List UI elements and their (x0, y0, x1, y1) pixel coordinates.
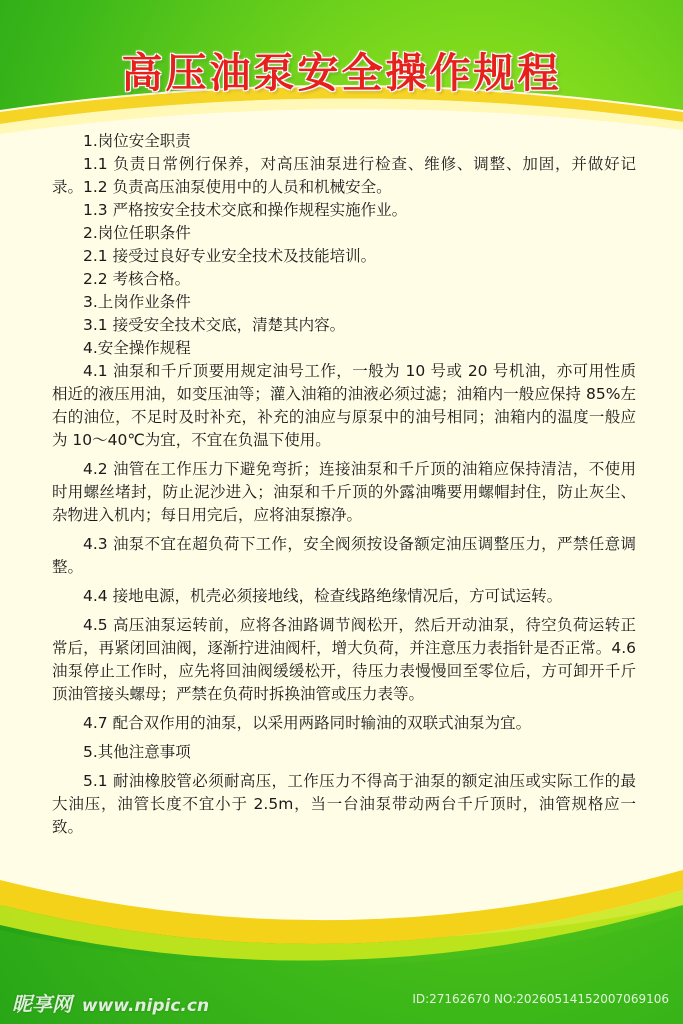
procedure-paragraph: 2.2 考核合格。 (83, 270, 191, 288)
procedure-paragraph: 2.1 接受过良好专业安全技术及技能培训。 (83, 247, 377, 265)
poster-title: 高压油泵安全操作规程 (121, 49, 562, 97)
procedure-paragraph: 1.3 严格按安全技术交底和操作规程实施作业。 (83, 201, 408, 219)
procedure-paragraph: 3.上岗作业条件 (83, 293, 191, 311)
watermark-logo (12, 988, 209, 1017)
procedure-paragraph: 4.3 油泵不宜在超负荷下工作，安全阀须按设备额定油压调整压力，严禁任意调整。 (52, 535, 636, 576)
procedure-text (52, 130, 636, 839)
watermark-logo-text: 昵享网 (12, 992, 72, 1016)
procedure-paragraph: 4.1 油泵和千斤顶要用规定油号工作，一般为 10 号或 20 号机油，亦可用性质相近的液压用油，如变压油等；灌入油箱的油液必须过滤；油箱内一般应保持 85%左右的油位，不足时及时补充，补充的油应与原泵中的油号相同；油箱内的温度一般应为 10～40℃为宜，不宜在负温下使用。 (52, 362, 636, 449)
procedure-paragraph: 4.5 高压油泵运转前，应将各油路调节阀松开，然后开动油泵，待空负荷运转正常后，再紧闭回油阀，逐渐拧进油阀杆，增大负荷，并注意压力表指针是否正常。4.6 油泵停止工作时，应先将回油阀缓缓松开，待压力表慢慢回至零位后，方可卸开千斤顶油管接头螺母；严禁在负荷时拆换油管或压力表等。 (52, 616, 636, 703)
procedure-paragraph: 1.岗位安全职责 (83, 132, 191, 150)
procedure-paragraph: 1.1 负责日常例行保养，对高压油泵进行检查、维修、调整、加固，并做好记录。1.2 负责高压油泵使用中的人员和机械安全。 (52, 155, 636, 196)
procedure-paragraph: 5.1 耐油橡胶管必须耐高压，工作压力不得高于油泵的额定油压或实际工作的最大油压，油管长度不宜小于 2.5m，当一台油泵带动两台千斤顶时，油管规格应一致。 (52, 772, 636, 836)
procedure-paragraph: 4.2 油管在工作压力下避免弯折；连接油泵和千斤顶的油箱应保持清洁，不使用时用螺丝堵封，防止泥沙进入；油泵和千斤顶的外露油嘴要用螺帽封住，防止灰尘、杂物进入机内；每日用完后，应将油泵擦净。 (52, 460, 636, 524)
procedure-paragraph: 4.7 配合双作用的油泵，以采用两路同时输油的双联式油泵为宜。 (83, 714, 532, 732)
procedure-paragraph: 5.其他注意事项 (83, 743, 191, 761)
procedure-paragraph: 3.1 接受安全技术交底，清楚其内容。 (83, 316, 346, 334)
procedure-paragraph: 2.岗位任职条件 (83, 224, 191, 242)
watermark-site: www.nipic.cn (81, 996, 210, 1016)
procedure-paragraph: 4.4 接地电源，机壳必须接地线，检查线路绝缘情况后，方可试运转。 (83, 587, 563, 605)
procedure-paragraph: 4.安全操作规程 (83, 339, 191, 357)
watermark-id: ID:27162670 NO:20260514152007069106 (412, 992, 669, 1006)
